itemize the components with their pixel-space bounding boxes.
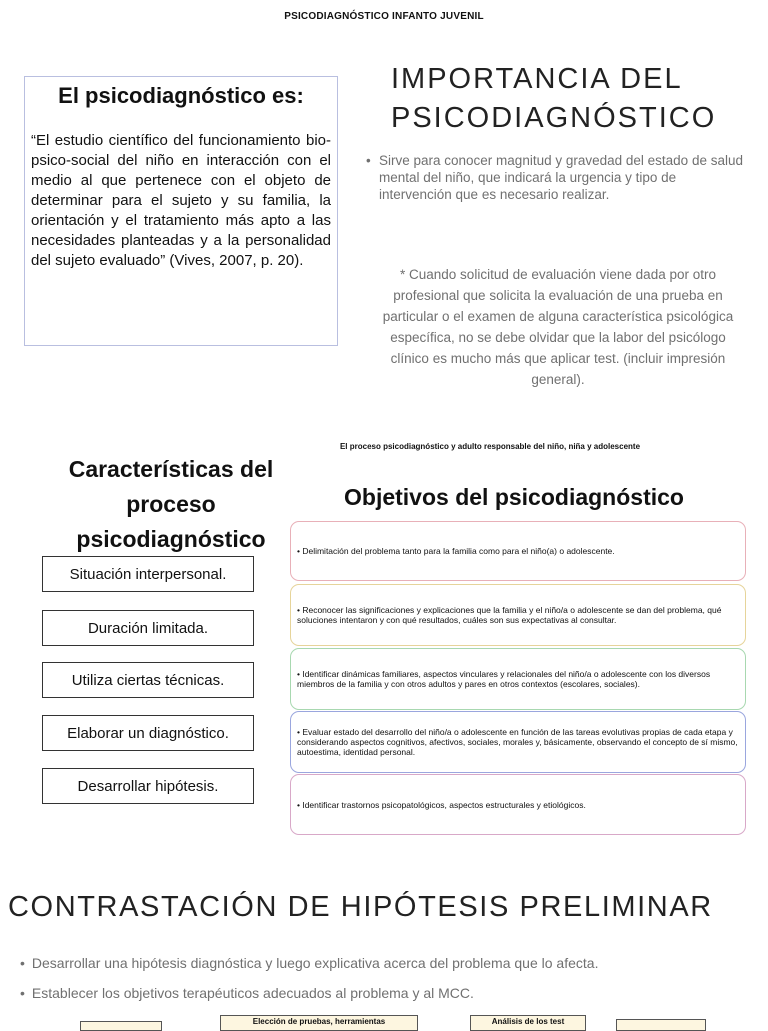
objectives-title: Objetivos del psicodiagnóstico (344, 484, 684, 510)
document-title: PSICODIAGNÓSTICO INFANTO JUVENIL (284, 11, 484, 22)
importance-note: * Cuando solicitud de evaluación viene dada por otro profesional que solicita la evaluación de una prueba en particular o el examen de alguna característica psicológica específica, no se debe olvidar que la labor del psicólogo clínico es mucho más que aplicar test. (incluir impresión general). (382, 267, 734, 387)
definition-text: “El estudio científico del funcionamiento bio-psico-social del niño en interacción con el medio al que pertenece con el objeto de determinar para el sujeto y su familia, la orientación y el tratamiento más apto a las necesidades planteadas y a la personalidad del sujeto evaluado” (Vives, 2007, p. 20). (31, 132, 331, 269)
contrast-bullet (20, 955, 598, 971)
flow-box (616, 1019, 706, 1031)
objective-item (290, 521, 746, 581)
characteristic-item: Utiliza ciertas técnicas. (42, 662, 254, 698)
objective-item (290, 774, 746, 835)
definition-box (24, 76, 338, 346)
objective-text: • Reconocer las significaciones y explicaciones que la familia y el niño/a o adolescente se dan del problema, qué soluciones intentaron y con qué resultados, cuáles son sus expectativas al consultar. (297, 605, 722, 625)
importance-title (391, 60, 716, 138)
contrast-title: CONTRASTACIÓN DE HIPÓTESIS PRELIMINAR (8, 891, 713, 923)
characteristic-item: Duración limitada. (42, 610, 254, 646)
characteristic-item: Elaborar un diagnóstico. (42, 715, 254, 751)
contrast-bullet-text: Establecer los objetivos terapéuticos adecuados al problema y al MCC. (31, 985, 474, 1001)
objective-text: • Delimitación del problema tanto para la familia como para el niño(a) o adolescente. (297, 546, 615, 556)
characteristics-title: Características del proceso psicodiagnóstico (68, 456, 274, 552)
contrast-bullet (20, 985, 474, 1001)
bullet-icon: • (366, 153, 371, 168)
importance-bullet (366, 152, 746, 203)
objective-text: • Identificar dinámicas familiares, aspectos vinculares y relacionales del niño/a o adolescente con los diversos miembros de la familia y con otros adultos y pares en otros contextos (escolares, sociales). (297, 669, 711, 689)
flow-box: Elección de pruebas, herramientas (220, 1015, 418, 1031)
definition-heading: El psicodiagnóstico es: (58, 83, 304, 108)
bullet-icon: • (20, 985, 25, 1001)
flow-box: Análisis de los test (470, 1015, 586, 1031)
contrast-bullet-text: Desarrollar una hipótesis diagnóstica y luego explicativa acerca del problema que lo afecta. (31, 955, 599, 971)
objective-text: • Identificar trastornos psicopatológicos, aspectos estructurales y etiológicos. (297, 799, 586, 810)
characteristic-item: Desarrollar hipótesis. (42, 768, 254, 804)
objective-item (290, 584, 746, 646)
objective-text: • Evaluar estado del desarrollo del niño/a o adolescente en función de las tareas evolutivas propias de cada etapa y considerando aspectos cognitivos, afectivos, sociales, morales y, básicamente, observando el concepto de sí mismo, autoestima, identidad personal. (297, 727, 738, 757)
bullet-icon: • (20, 955, 25, 971)
flow-box (80, 1021, 162, 1031)
objective-item (290, 711, 746, 773)
importance-title-line2: PSICODIAGNÓSTICO (391, 102, 717, 134)
characteristic-item: Situación interpersonal. (42, 556, 254, 592)
process-title: El proceso psicodiagnóstico y adulto responsable del niño, niña y adolescente (339, 442, 641, 451)
importance-title-line1: IMPORTANCIA DEL (391, 63, 683, 95)
objective-item (290, 648, 746, 710)
importance-bullet-text: Sirve para conocer magnitud y gravedad del estado de salud mental del niño, que indicará la urgencia y tipo de intervención que es necesario realizar. (379, 153, 743, 202)
